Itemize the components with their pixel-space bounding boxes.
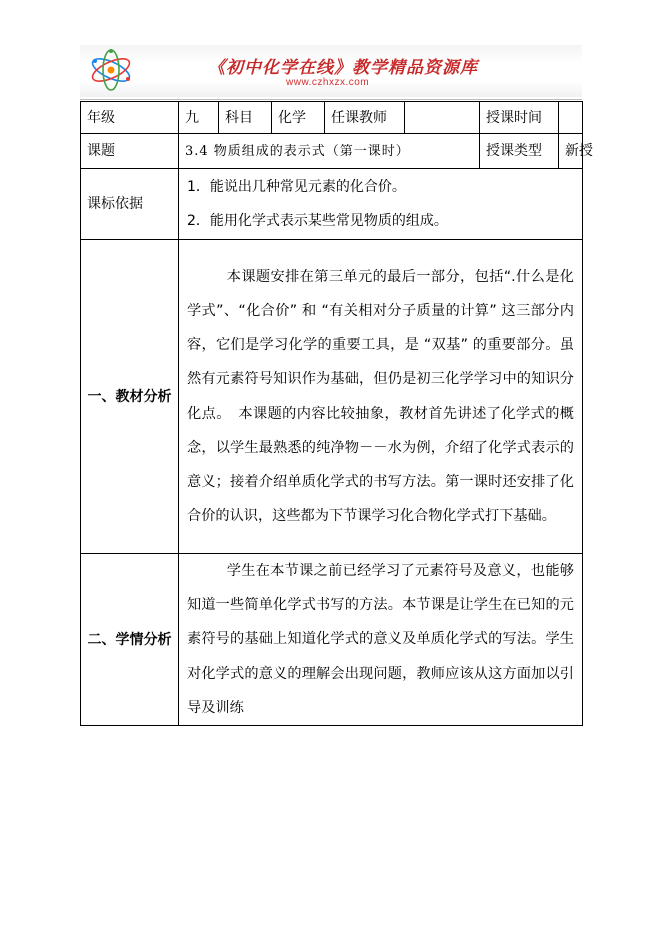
standard-item: 2．能用化学式表示某些常见物质的组成。 — [187, 213, 448, 229]
table-row-basic-info — [81, 102, 583, 134]
topic-label: 课题 — [81, 134, 179, 169]
students-text: 学生在本节课之前已经学习了元素符号及意义，也能够知道一些简单化学式书写的方法。本节课是让学生在已知的元素符号的基础上知道化学式的意义及单质化学式的写法。学生对化学式的意义的理解会出现问题，教师应该从这方面加以引导及训练 — [187, 563, 574, 716]
atom-logo-icon — [82, 47, 140, 93]
analysis-label: 一、教材分析 — [81, 240, 179, 554]
subject-value: 化学 — [272, 102, 325, 134]
banner-divider — [80, 99, 582, 100]
type-label: 授课类型 — [480, 134, 559, 169]
banner-url[interactable]: www.czhxzx.com — [286, 77, 370, 88]
teacher-value — [405, 102, 480, 134]
students-label: 二、学情分析 — [81, 554, 179, 726]
table-row-topic — [81, 134, 583, 169]
standard-item: 1．能说出几种常见元素的化合价。 — [187, 179, 406, 195]
type-value: 新授 — [559, 134, 583, 169]
grade-value: 九 — [179, 102, 219, 134]
time-label: 授课时间 — [480, 102, 559, 134]
analysis-text: 本课题安排在第三单元的最后一部分，包括“.什么是化学式”、“化合价” 和 “有关相对分子质量的计算” 这三部分内容，它们是学习化学的重要工具，是 “双基” 的重要部分。虽然有元素符号知识作为基础，但仍是初三化学学习中的知识分化点。 本课题的内容比较抽象，教材首先讲述了化学式的概念，以学生最熟悉的纯净物－－水为例，介绍了化学式表示的意义；接着介绍单质化学式的书写方法。第一课时还安排了化合价的认识，这些都为下节课学习化合物化学式打下基础。 — [187, 268, 574, 525]
topic-value: 3.4 物质组成的表示式（第一课时） — [179, 134, 480, 169]
students-cell — [179, 554, 583, 726]
table-row-students — [81, 554, 583, 726]
table-row-analysis — [81, 240, 583, 554]
analysis-cell — [179, 240, 583, 554]
standard-list — [179, 169, 583, 240]
subject-label: 科目 — [219, 102, 272, 134]
teacher-label: 任课教师 — [325, 102, 405, 134]
lesson-plan-grid — [80, 101, 593, 726]
table-row-standard — [81, 169, 583, 240]
time-value — [559, 102, 583, 134]
standard-label: 课标依据 — [81, 169, 179, 240]
header-banner — [80, 45, 582, 97]
grade-label: 年级 — [81, 102, 179, 134]
banner-title: 《初中化学在线》教学精品资源库 — [208, 58, 478, 78]
